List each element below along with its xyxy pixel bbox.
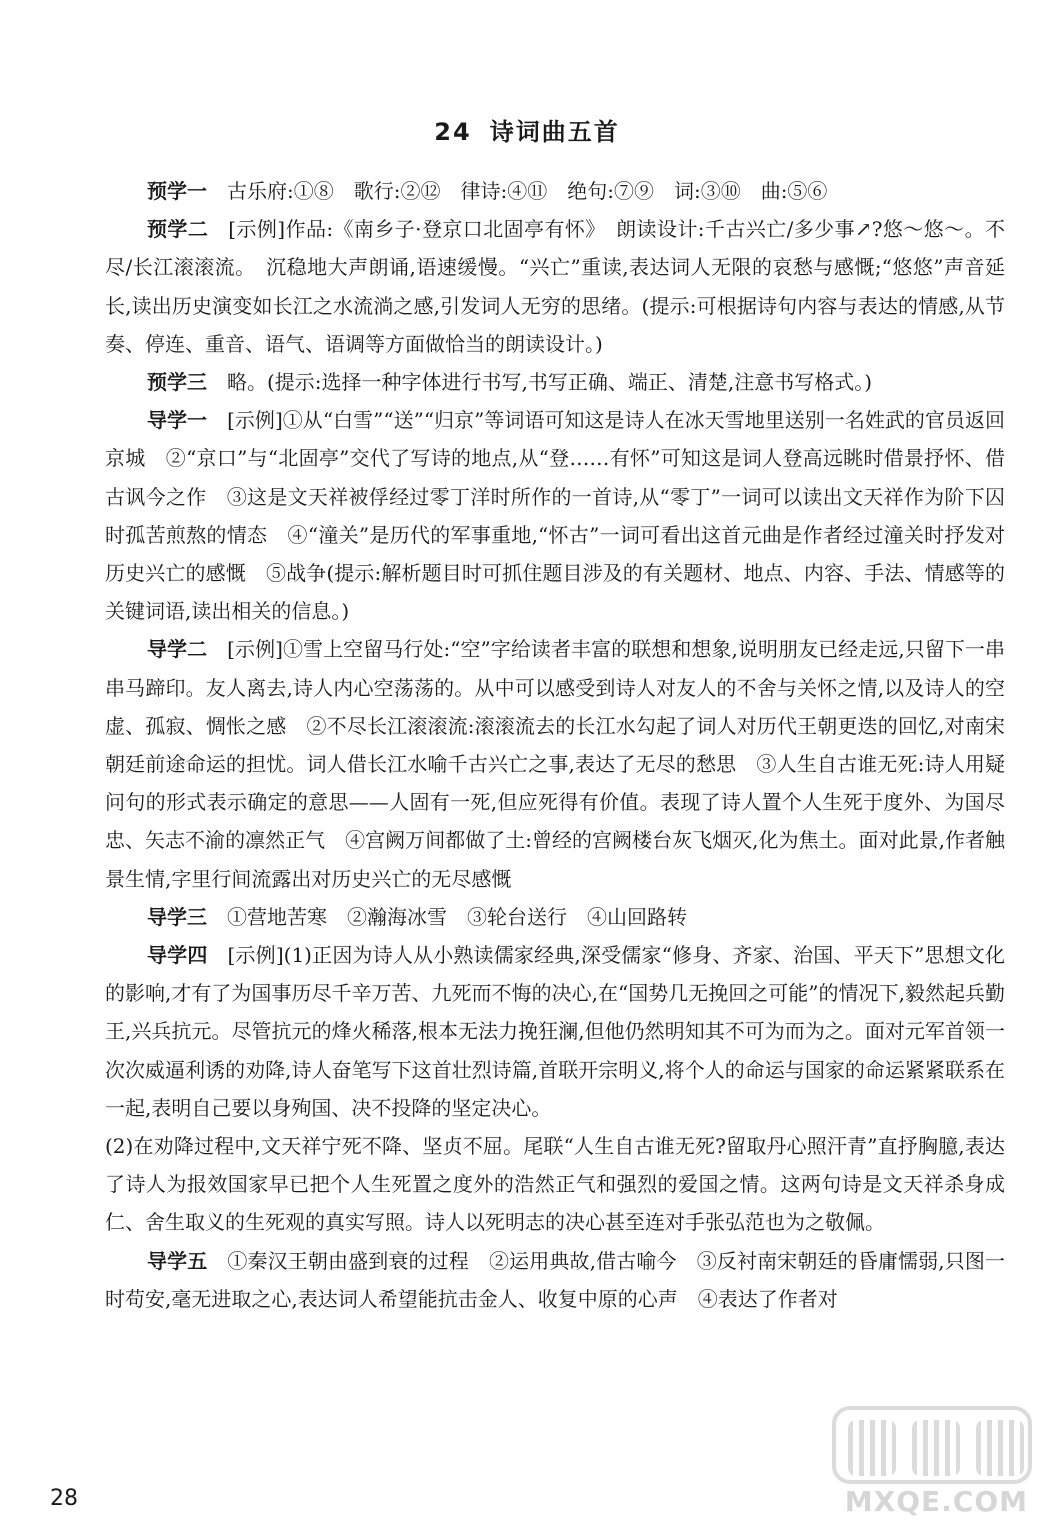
watermark-glyph-icon — [848, 1420, 896, 1476]
section-daoxue-5 — [105, 1242, 1005, 1318]
watermark-logo — [832, 1406, 1032, 1526]
section-label: 预学一 — [147, 179, 207, 203]
section-yuxue-2 — [105, 210, 1005, 363]
section-label: 导学一 — [147, 408, 208, 433]
section-label: 导学五 — [147, 1248, 208, 1273]
section-label: 导学二 — [147, 637, 208, 662]
watermark-glyph-icon — [976, 1420, 1024, 1476]
lesson-number: 24 — [434, 118, 472, 146]
section-label: 预学二 — [147, 217, 209, 242]
section-daoxue-4-part-2 — [105, 1127, 1005, 1242]
section-text: ①秦汉王朝由盛到衰的过程 ②运用典故,借古喻今 ③反衬南宋朝廷的昏庸懦弱,只图一时苟安,毫无进取之心,表达词人希望能抗击金人、收复中原的心声 ④表达了作者对 — [105, 1248, 1006, 1311]
section-text: [示例]作品:《南乡子·登京口北固亭有怀》 朗读设计:千古兴亡/多少事↗?悠～悠～。不尽/长江滚滚流。 沉稳地大声朗诵,语速缓慢。“兴亡”重读,表达词人无限的哀愁与感慨;“悠悠”声音延长,读出历史演变如长江之水流淌之感,引发词人无穷的思绪。(提示:可根据诗句内容与表达的情感,从节奏、停连、重音、语气、语调等方面做恰当的朗读设计。) — [105, 217, 1005, 356]
section-label: 预学三 — [147, 370, 207, 395]
section-text: (2)在劝降过程中,文天祥宁死不降、坚贞不屈。尾联“人生自古谁无死?留取丹心照汗青”直抒胸臆,表达了诗人为报效国家早已把个人生死置之度外的浩然正气和强烈的爱国之情。这两句诗是文天祥杀身成仁、舍生取义的生死观的真实写照。诗人以死明志的决心甚至连对手张弘范也为之敬佩。 — [105, 1134, 1005, 1235]
page-number: 28 — [50, 1486, 78, 1511]
lesson-title: 诗词曲五首 — [489, 118, 620, 146]
section-text: ①营地苦寒 ②瀚海冰雪 ③轮台送行 ④山回路转 — [227, 904, 687, 929]
section-daoxue-2 — [105, 630, 1005, 897]
section-text: [示例]①雪上空留马行处:“空”字给读者丰富的联想和想象,说明朋友已经走远,只留下一串串马蹄印。友人离去,诗人内心空荡荡的。从中可以感受到诗人对友人的不舍与关怀之情,以及诗人的空虚、孤寂、惆怅之感 ②不尽长江滚滚流:滚滚流去的长江水勾起了词人对历代王朝更迭的回忆,对南宋朝廷前途命运的担忧。词人借长江水喻千古兴亡之事,表达了无尽的愁思 ③人生自古谁无死:诗人用疑问句的形式表示确定的意思——人固有一死,但应死得有价值。表现了诗人置个人生死于度外、为国尽忠、矢志不渝的凛然正气 ④宫阙万间都做了土:曾经的宫阙楼台灰飞烟灭,化为焦土。面对此景,作者触景生情,字里行间流露出对历史兴亡的无尽感慨 — [105, 637, 1005, 891]
page-title — [0, 112, 1054, 147]
watermark-glyph-icon — [912, 1420, 960, 1476]
section-text: 古乐府:①⑧ 歌行:②⑫ 律诗:④⑪ 绝句:⑦⑨ 词:③⑩ 曲:⑤⑥ — [227, 179, 828, 203]
watermark-text: MXQE.COM — [844, 1485, 1028, 1518]
section-text: [示例]①从“白雪”“送”“归京”等词语可知这是诗人在冰天雪地里送别一名姓武的官员返回京城 ②“京口”与“北固亭”交代了写诗的地点,从“登……有怀”可知这是词人登高远眺时借景抒怀、借古讽今之作 ③这是文天祥被俘经过零丁洋时所作的一首诗,从“零丁”一词可以读出文天祥作为阶下囚时孤苦煎熬的情态 ④“潼关”是历代的军事重地,“怀古”一词可看出这首元曲是作者经过潼关时抒发对历史兴亡的感慨 ⑤战争(提示:解析题目时可抓住题目涉及的有关题材、地点、内容、手法、情感等的关键词语,读出相关的信息。) — [105, 408, 1006, 624]
section-text: 略。(提示:选择一种字体进行书写,书写正确、端正、清楚,注意书写格式。) — [227, 370, 873, 395]
section-yuxue-3 — [105, 363, 1005, 401]
watermark-badge — [832, 1406, 1032, 1484]
section-text: [示例](1)正因为诗人从小熟读儒家经典,深受儒家“修身、齐家、治国、平天下”思想文化的影响,才有了为国事历尽千辛万苦、九死而不悔的决心,在“国势几无挽回之可能”的情况下,毅然起兵勤王,兴兵抗元。尽管抗元的烽火稀落,根本无法力挽狂澜,但他仍然明知其不可为而为之。面对元军首领一次次威逼利诱的劝降,诗人奋笔写下这首壮烈诗篇,首联开宗明义,将个人的命运与国家的命运紧紧联系在一起,表明自己要以身殉国、决不投降的坚定决心。 — [105, 943, 1006, 1120]
section-label: 导学四 — [147, 943, 208, 968]
section-yuxue-1 — [105, 172, 1005, 210]
section-daoxue-3 — [105, 898, 1005, 936]
section-daoxue-4 — [105, 936, 1005, 1127]
section-daoxue-1 — [105, 401, 1005, 630]
answer-content — [105, 172, 1005, 1318]
section-label: 导学三 — [147, 904, 207, 929]
